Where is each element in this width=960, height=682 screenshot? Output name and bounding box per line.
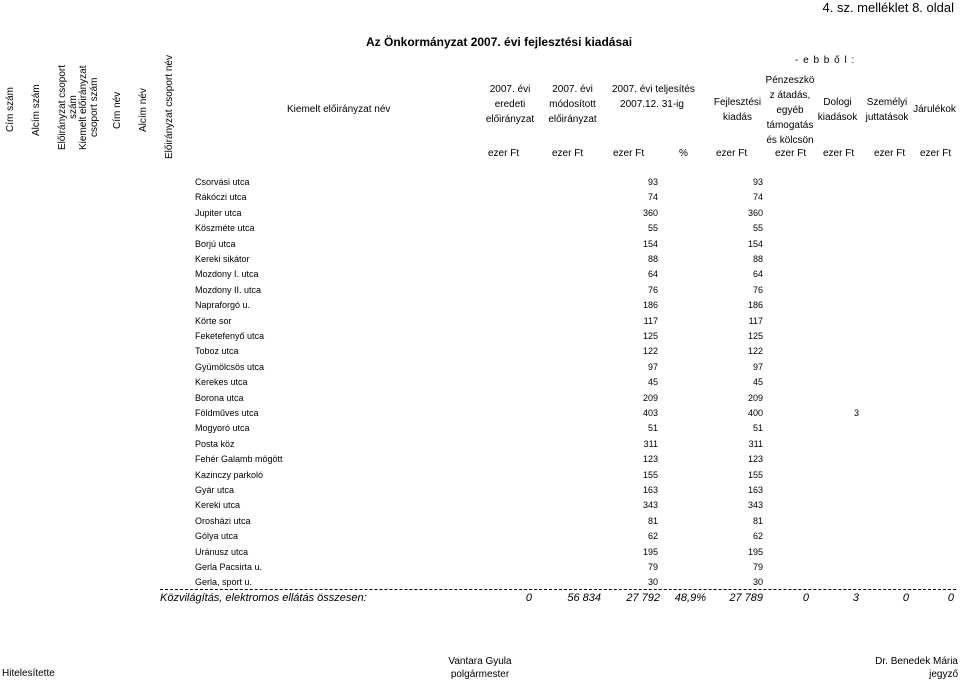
- table-row: [0, 298, 960, 313]
- table-row: [0, 329, 960, 344]
- table-row: [0, 344, 960, 359]
- table-row: [0, 514, 960, 529]
- unit-teljesites: ezer Ft: [613, 148, 645, 159]
- row-fejlesztesi: 117: [748, 315, 763, 326]
- table-row: [0, 421, 960, 436]
- row-name: Feketefenyő utca: [195, 331, 265, 341]
- row-fejlesztesi: 155: [747, 469, 763, 480]
- table-row: [0, 314, 960, 329]
- header-eloiranyzat-csoport-szam: Előirányzat csoport szám: [57, 64, 79, 151]
- row-name: Gyümölcsös utca: [195, 361, 265, 372]
- row-name: Köszméte utca: [195, 223, 255, 234]
- row-fejlesztesi: 209: [747, 392, 763, 403]
- total-penzeszkoz: 0: [802, 592, 809, 604]
- row-fejlesztesi: 123: [747, 454, 763, 465]
- total-label: Közvilágítás, elektromos ellátás összesen:: [160, 592, 367, 604]
- table-row: [0, 529, 960, 544]
- row-name: Toboz utca: [195, 346, 239, 357]
- row-modositott: 97: [647, 361, 658, 372]
- row-fejlesztesi: 74: [752, 192, 763, 203]
- header-dologi: Dologi kiadások: [817, 97, 858, 123]
- unit-eredeti: ezer Ft: [488, 148, 520, 159]
- header-modositott: 2007. évi módosított előirányzat: [548, 84, 597, 125]
- table-row: [0, 545, 960, 560]
- row-name: Gerla, sport u.: [195, 577, 253, 588]
- footer-hitelesitette: Hitelesítette: [2, 668, 55, 679]
- row-name: Uránusz utca: [195, 546, 249, 557]
- table-row: [0, 391, 960, 406]
- total-modositott: 56 834: [567, 592, 601, 604]
- row-fejlesztesi: 64: [752, 269, 763, 280]
- table-row: [0, 206, 960, 221]
- row-modositott: 64: [647, 269, 658, 280]
- row-name: Mozdony II. utca: [195, 284, 262, 295]
- row-modositott: 74: [647, 192, 658, 203]
- unit-fejlesztesi: ezer Ft: [716, 148, 748, 159]
- total-fejlesztesi: 27 789: [729, 592, 763, 604]
- row-modositott: 55: [647, 223, 658, 234]
- row-fejlesztesi: 186: [747, 300, 763, 311]
- row-name: Földműves utca: [195, 408, 259, 418]
- row-modositott: 186: [642, 300, 658, 311]
- table-row: [0, 375, 960, 390]
- header-szemelyi: Személyi juttatások: [865, 97, 909, 123]
- table-row: [0, 498, 960, 513]
- row-name: Borjú utca: [195, 238, 236, 249]
- row-modositott: 117: [643, 315, 658, 326]
- table-row: [0, 221, 960, 236]
- header-alcim-szam: Alcím szám: [31, 84, 42, 136]
- row-name: Mogyoró utca: [195, 423, 250, 434]
- row-fejlesztesi: 30: [752, 577, 763, 588]
- row-modositott: 155: [642, 469, 658, 480]
- row-modositott: 123: [642, 454, 658, 465]
- row-name: Napraforgó u.: [195, 300, 251, 311]
- row-modositott: 360: [642, 207, 658, 218]
- row-name: Orosházi utca: [195, 515, 251, 526]
- table-row: [0, 237, 960, 252]
- header-kiemelt-eloiranyzat-nev: Kiemelt előirányzat név: [287, 104, 391, 115]
- total-jarulekok: 0: [947, 592, 954, 604]
- footer-notary-title: jegyző: [929, 669, 958, 680]
- table-row: [0, 283, 960, 298]
- unit-szemelyi: ezer Ft: [874, 148, 906, 159]
- row-fejlesztesi: 163: [747, 485, 763, 495]
- row-modositott: 195: [642, 546, 658, 557]
- row-modositott: 403: [642, 408, 658, 418]
- row-modositott: 88: [647, 254, 658, 264]
- total-szazalek: 48,9%: [674, 592, 706, 604]
- footer-mayor-title: polgármester: [450, 669, 510, 680]
- header-eredeti: 2007. évi eredeti előirányzat: [485, 84, 535, 125]
- header-fejlesztesi: Fejlesztési kiadás: [713, 97, 762, 123]
- table-row: [0, 560, 960, 575]
- table-row: [0, 483, 960, 498]
- table-row: [0, 252, 960, 267]
- footer-notary: [868, 656, 960, 680]
- header-eloiranyzat-csoport-nev: Előirányzat csoport név: [164, 55, 175, 160]
- total-dologi: 3: [852, 592, 859, 604]
- header-ebbol: - e b b ő l :: [795, 55, 856, 66]
- row-modositott: 51: [647, 423, 658, 434]
- total-szemelyi: 0: [902, 592, 909, 604]
- row-modositott: 154: [642, 238, 658, 249]
- row-name: Gyár utca: [195, 485, 235, 495]
- row-name: Csorvási utca: [195, 177, 250, 187]
- row-fejlesztesi: 62: [752, 531, 763, 542]
- row-fejlesztesi: 79: [752, 562, 763, 572]
- header-cim-nev: Cím név: [112, 91, 123, 129]
- total-eredeti: 0: [525, 592, 532, 604]
- total-separator: [160, 589, 956, 590]
- row-modositott: 209: [642, 392, 658, 403]
- table-row: [0, 452, 960, 467]
- row-modositott: 79: [647, 562, 658, 572]
- row-name: Kereki utca: [195, 500, 241, 511]
- row-modositott: 45: [647, 377, 658, 388]
- footer-mayor-name: Vantara Gyula: [448, 656, 512, 667]
- row-name: Posta köz: [195, 438, 235, 449]
- row-modositott: 163: [642, 485, 658, 495]
- row-name: Körte sor: [195, 315, 232, 326]
- unit-szazalek: %: [679, 148, 688, 159]
- row-fejlesztesi: 195: [747, 546, 763, 557]
- row-fejlesztesi: 76: [752, 284, 763, 295]
- row-name: Gólya utca: [195, 531, 239, 542]
- row-name: Mozdony I. utca: [195, 269, 259, 280]
- unit-jarulekok: ezer Ft: [920, 148, 952, 159]
- table-row: [0, 175, 960, 190]
- row-name: Gerla Pacsirta u.: [195, 562, 263, 572]
- row-name: Borona utca: [195, 392, 244, 403]
- row-fejlesztesi: 154: [747, 238, 763, 249]
- row-modositott: 30: [647, 577, 658, 588]
- unit-penzeszkoz: ezer Ft: [775, 148, 807, 159]
- page-title: Az Önkormányzat 2007. évi fejlesztési kiadásai: [366, 35, 633, 49]
- table-row: [0, 360, 960, 375]
- unit-dologi: ezer Ft: [823, 148, 855, 159]
- header-cim-szam: Cím szám: [5, 87, 16, 133]
- row-fejlesztesi: 55: [752, 223, 763, 234]
- row-modositott: 122: [642, 346, 658, 357]
- row-name: Rákóczi utca: [195, 192, 247, 203]
- row-modositott: 311: [643, 438, 658, 449]
- table-row: [0, 468, 960, 483]
- header-penzeszkoz: Pénzeszkö z átadás, egyéb támogatás és kölcsön: [765, 75, 815, 146]
- row-modositott: 76: [647, 284, 658, 295]
- row-fejlesztesi: 400: [747, 408, 763, 418]
- header-jarulekok: Járulékok: [913, 104, 956, 115]
- table-row: [0, 437, 960, 452]
- row-fejlesztesi: 125: [747, 331, 763, 341]
- row-name: Kazinczy parkoló: [195, 469, 264, 480]
- total-teljesites: 27 792: [626, 592, 660, 604]
- row-name: Jupiter utca: [195, 207, 242, 218]
- table-row: [0, 267, 960, 282]
- table-row: [0, 406, 960, 421]
- row-fejlesztesi: 51: [752, 423, 763, 434]
- footer-notary-name: Dr. Benedek Mária: [875, 656, 958, 667]
- row-fejlesztesi: 360: [747, 207, 763, 218]
- row-fejlesztesi: 88: [752, 254, 763, 264]
- row-name: Kerekes utca: [195, 377, 248, 388]
- row-modositott: 125: [642, 331, 658, 341]
- row-modositott: 93: [647, 177, 658, 187]
- row-fejlesztesi: 81: [752, 515, 763, 526]
- annex-label: 4. sz. melléklet 8. oldal: [822, 0, 954, 15]
- header-kiemelt-eloiranyzat-csoport-szam: Kiemelt előirányzat csoport szám: [78, 65, 100, 150]
- footer-mayor: [440, 656, 520, 680]
- header-alcim-nev: Alcím név: [138, 88, 149, 132]
- row-modositott: 343: [642, 500, 658, 511]
- row-fejlesztesi: 45: [752, 377, 763, 388]
- unit-modositott: ezer Ft: [552, 148, 584, 159]
- table-row: [0, 190, 960, 205]
- row-fejlesztesi: 93: [752, 177, 763, 187]
- row-name: Kereki sikátor: [195, 254, 250, 264]
- row-dologi: 3: [853, 408, 859, 418]
- row-name: Fehér Galamb mögött: [195, 454, 283, 465]
- header-teljesites: 2007. évi teljesítés 2007.12. 31-ig: [612, 84, 695, 110]
- row-fejlesztesi: 343: [747, 500, 763, 511]
- row-modositott: 81: [647, 515, 658, 526]
- row-fejlesztesi: 122: [747, 346, 763, 357]
- row-modositott: 62: [647, 531, 658, 542]
- row-fejlesztesi: 97: [752, 361, 763, 372]
- row-fejlesztesi: 311: [748, 438, 763, 449]
